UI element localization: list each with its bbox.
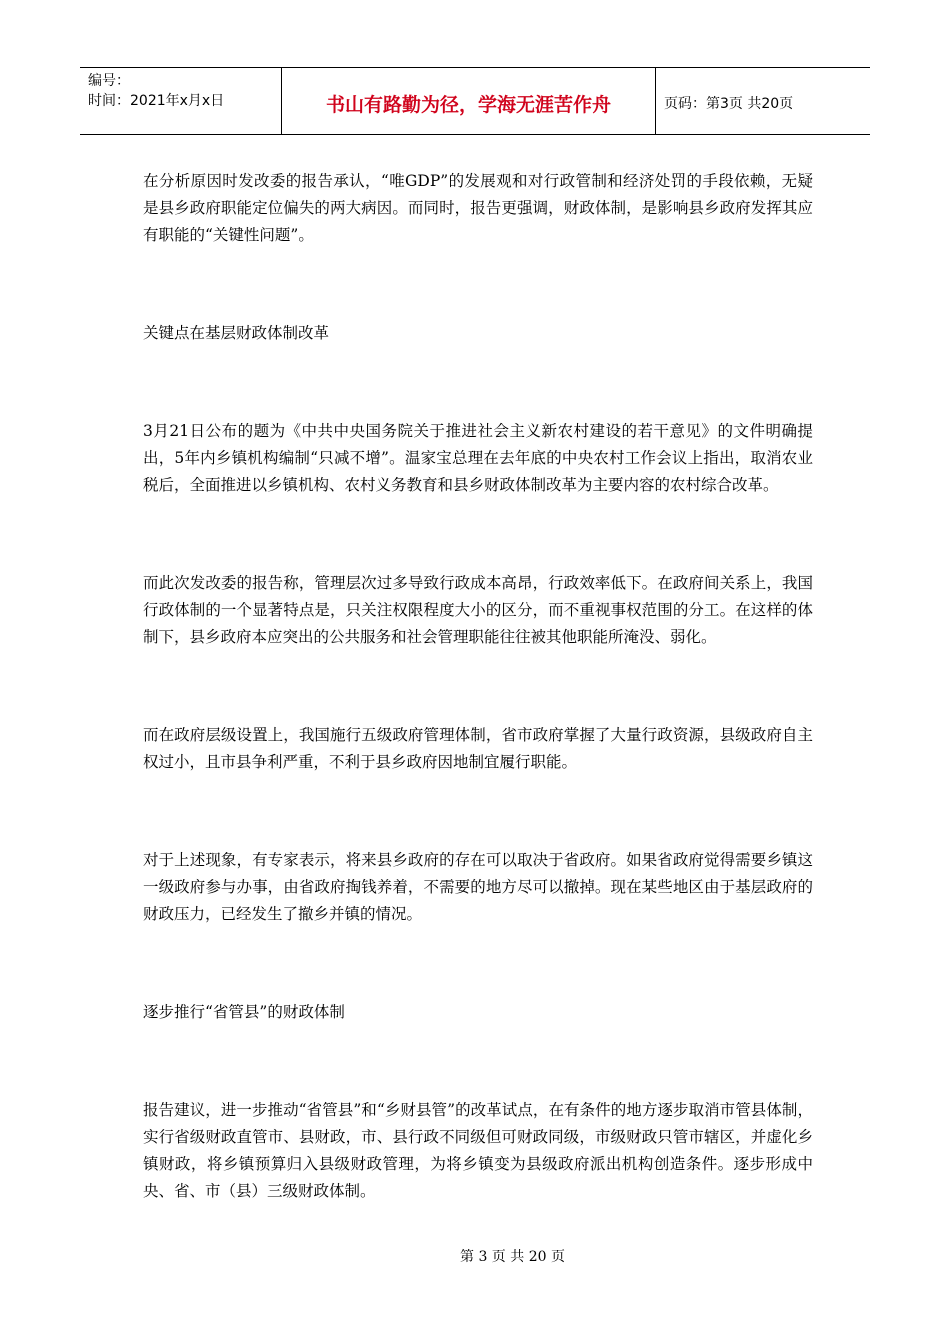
paragraph-3: 而此次发改委的报告称，管理层次过多导致行政成本高昂，行政效率低下。在政府间关系上，我国行政体制的一个显著特点是，只关注权限程度大小的区分，而不重视事权范围的分工。在这样的体制下，县乡政府本应突出的公共服务和社会管理职能往往被其他职能所淹没、弱化。 <box>143 574 813 646</box>
header-meta <box>80 68 282 134</box>
number-label: 编号： <box>88 73 130 89</box>
paragraph-1: 在分析原因时发改委的报告承认，“唯GDP”的发展观和对行政管制和经济处罚的手段依赖，无疑是县乡政府职能定位偏失的两大病因。而同时，报告更强调，财政体制，是影响县乡政府发挥其应有职能的“关键性问题”。 <box>143 172 813 244</box>
page-footer: 第 3 页 共 20 页 <box>460 1249 565 1265</box>
document-body <box>143 168 813 1205</box>
paragraph-6: 报告建议，进一步推动“省管县”和“乡财县管”的改革试点，在有条件的地方逐步取消市管县体制，实行省级财政直管市、县财政，市、县行政不同级但可财政同级，市级财政只管市辖区，并虚化乡镇财政，将乡镇预算归入县级财政管理，为将乡镇变为县级政府派出机构创造条件。逐步形成中央、省、市（县）三级财政体制。 <box>143 1101 813 1200</box>
paragraph-4: 而在政府层级设置上，我国施行五级政府管理体制，省市政府掌握了大量行政资源，县级政府自主权过小，且市县争利严重，不利于县乡政府因地制宜履行职能。 <box>143 726 813 771</box>
header-motto: 书山有路勤为径，学海无涯苦作舟 <box>282 68 656 134</box>
header-page-info: 页码：第3页 共20页 <box>664 96 794 112</box>
paragraph-2: 3月21日公布的题为《中共中央国务院关于推进社会主义新农村建设的若干意见》的文件明确提出，5年内乡镇机构编制“只减不增”。温家宝总理在去年底的中央农村工作会议上指出，取消农业税后，全面推进以乡镇机构、农村义务教育和县乡财政体制改革为主要内容的农村综合改革。 <box>143 422 813 494</box>
section-heading-2: 逐步推行“省管县”的财政体制 <box>143 1003 345 1021</box>
paragraph-5: 对于上述现象，有专家表示，将来县乡政府的存在可以取决于省政府。如果省政府觉得需要乡镇这一级政府参与办事，由省政府掏钱养着，不需要的地方尽可以撤掉。现在某些地区由于基层政府的财政压力，已经发生了撤乡并镇的情况。 <box>143 851 813 923</box>
time-label: 时间：2021年x月x日 <box>88 93 225 109</box>
document-header <box>80 67 870 135</box>
section-heading-1: 关键点在基层财政体制改革 <box>143 324 330 342</box>
